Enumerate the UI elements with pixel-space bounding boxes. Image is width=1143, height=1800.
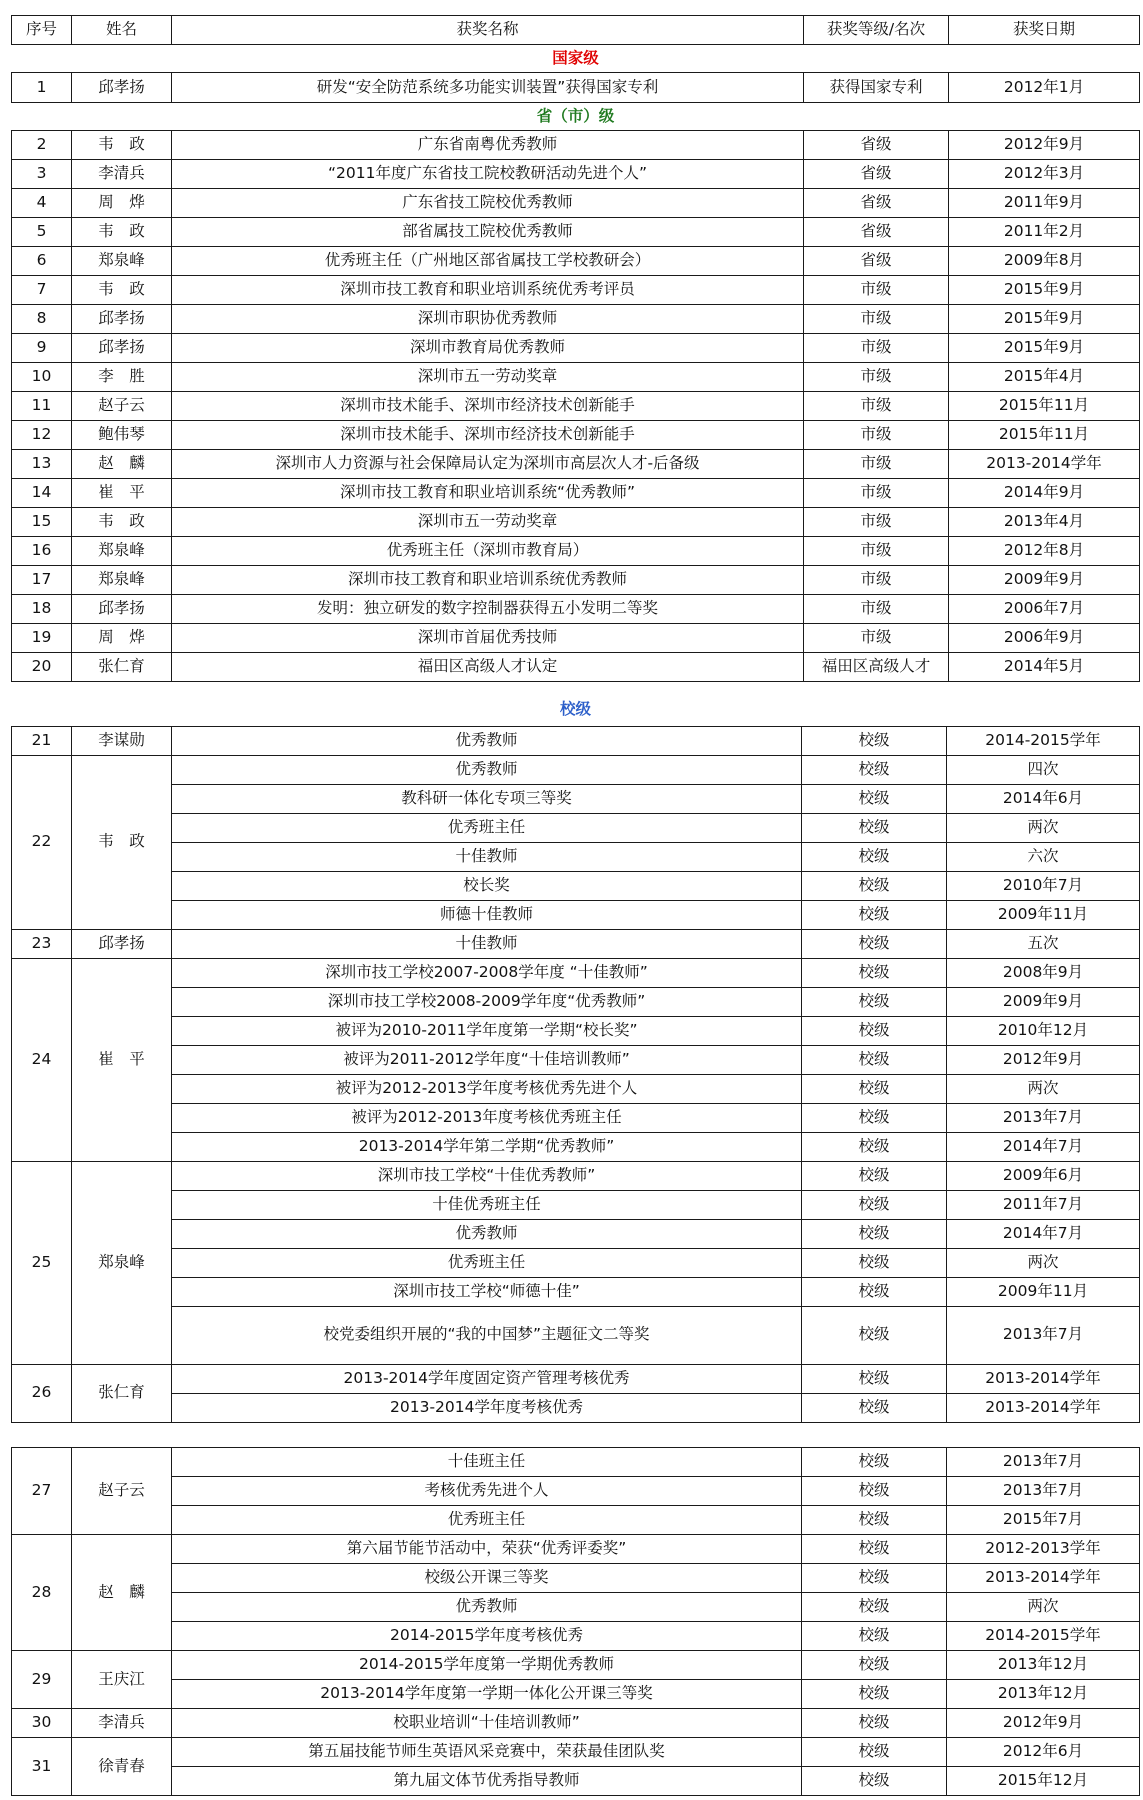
award-level: 校级 [802,987,947,1016]
person-name: 邱孝扬 [72,929,172,958]
section-provincial-row [12,103,1140,131]
row-number: 1 [12,73,72,103]
header-award: 获奖名称 [172,16,804,45]
person-name: 赵 麟 [72,450,172,479]
table-row [12,726,1140,755]
award-name: 十佳优秀班主任 [172,1190,802,1219]
person-name: 郑泉峰 [72,537,172,566]
table-row [12,73,1140,103]
award-name: 深圳市职协优秀教师 [172,305,804,334]
section-provincial-title: 省（市）级 [12,103,1140,131]
award-name: 第五届技能节师生英语风采竞赛中，荣获最佳团队奖 [172,1738,802,1767]
person-name: 鲍伟琴 [72,421,172,450]
award-date: 2006年9月 [949,624,1140,653]
row-number: 5 [12,218,72,247]
award-name: 2013-2014学年第二学期“优秀教师” [172,1132,802,1161]
award-level: 校级 [802,784,947,813]
award-name: 考核优秀先进个人 [172,1477,802,1506]
person-name: 郑泉峰 [72,566,172,595]
award-date: 2013年7月 [947,1103,1140,1132]
table-row [12,1074,1140,1103]
award-name: 十佳教师 [172,842,802,871]
table-row [12,1767,1140,1796]
awards-table-top [11,15,1140,682]
table-row [12,1103,1140,1132]
award-level: 省级 [804,160,949,189]
person-name: 赵子云 [72,1448,172,1535]
award-name: 优秀教师 [172,726,802,755]
table-header-row [12,16,1140,45]
person-name: 邱孝扬 [72,595,172,624]
award-date: 2012年3月 [949,160,1140,189]
table-row [12,1393,1140,1422]
award-name: 深圳市人力资源与社会保障局认定为深圳市高层次人才-后备级 [172,450,804,479]
award-level: 校级 [802,1306,947,1364]
award-date: 2012年6月 [947,1738,1140,1767]
award-name: 深圳市技工教育和职业培训系统“优秀教师” [172,479,804,508]
row-number: 9 [12,334,72,363]
table-row [12,900,1140,929]
award-level: 校级 [802,1448,947,1477]
row-number: 11 [12,392,72,421]
row-number: 28 [12,1535,72,1651]
award-date: 2014-2015学年 [947,1622,1140,1651]
award-date: 2014年7月 [947,1132,1140,1161]
award-name: 广东省南粤优秀教师 [172,131,804,160]
award-date: 2012年8月 [949,537,1140,566]
person-name: 韦 政 [72,276,172,305]
award-name: 深圳市教育局优秀教师 [172,334,804,363]
award-name: 优秀教师 [172,755,802,784]
person-name: 邱孝扬 [72,73,172,103]
award-name: 深圳市技工学校2007-2008学年度 “十佳教师” [172,958,802,987]
person-name: 李谋勋 [72,726,172,755]
award-name: 发明：独立研发的数字控制器获得五小发明二等奖 [172,595,804,624]
award-date: 2009年9月 [949,566,1140,595]
table-row [12,1045,1140,1074]
award-date: 2013年12月 [947,1651,1140,1680]
table-row [12,784,1140,813]
row-number: 6 [12,247,72,276]
row-number: 30 [12,1709,72,1738]
person-name: 崔 平 [72,479,172,508]
award-date: 五次 [947,929,1140,958]
person-name: 赵 麟 [72,1535,172,1651]
award-date: 2009年8月 [949,247,1140,276]
award-name: 部省属技工院校优秀教师 [172,218,804,247]
person-name: 韦 政 [72,755,172,929]
row-number: 19 [12,624,72,653]
table-row [12,537,1140,566]
table-row [12,1448,1140,1477]
table-row [12,479,1140,508]
award-name: 深圳市技工教育和职业培训系统优秀考评员 [172,276,804,305]
header-name: 姓名 [72,16,172,45]
award-date: 2013年7月 [947,1477,1140,1506]
person-name: 周 烨 [72,189,172,218]
award-date: 2015年9月 [949,276,1140,305]
award-name: 深圳市首届优秀技师 [172,624,804,653]
award-level: 校级 [802,1277,947,1306]
person-name: 李 胜 [72,363,172,392]
award-date: 2015年9月 [949,305,1140,334]
award-date: 2013年7月 [947,1306,1140,1364]
award-name: 第六届节能节活动中，荣获“优秀评委奖” [172,1535,802,1564]
table-row [12,508,1140,537]
award-date: 两次 [947,1593,1140,1622]
row-number: 25 [12,1161,72,1364]
award-level: 市级 [804,566,949,595]
award-level: 市级 [804,537,949,566]
award-date: 2013-2014学年 [947,1393,1140,1422]
awards-table-school [11,694,1140,1423]
award-level: 省级 [804,189,949,218]
person-name: 李清兵 [72,1709,172,1738]
award-name: 优秀班主任（广州地区部省属技工学校教研会） [172,247,804,276]
award-level: 省级 [804,218,949,247]
award-date: 2013年4月 [949,508,1140,537]
award-name: 深圳市五一劳动奖章 [172,508,804,537]
table-row [12,813,1140,842]
row-number: 8 [12,305,72,334]
award-name: 优秀班主任 [172,813,802,842]
award-name: 2013-2014学年度固定资产管理考核优秀 [172,1364,802,1393]
award-name: 2013-2014学年度考核优秀 [172,1393,802,1422]
award-level: 校级 [802,1738,947,1767]
award-name: 师德十佳教师 [172,900,802,929]
table-row [12,1219,1140,1248]
award-level: 校级 [802,1103,947,1132]
person-name: 韦 政 [72,218,172,247]
award-level: 市级 [804,624,949,653]
award-name: 第九届文体节优秀指导教师 [172,1767,802,1796]
award-level: 市级 [804,508,949,537]
award-name: 深圳市技工教育和职业培训系统优秀教师 [172,566,804,595]
table-row [12,334,1140,363]
award-level: 校级 [802,1651,947,1680]
table-row [12,871,1140,900]
award-name: 优秀班主任 [172,1248,802,1277]
award-level: 校级 [802,1393,947,1422]
award-name: 被评为2012-2013学年度考核优秀先进个人 [172,1074,802,1103]
table-row [12,1248,1140,1277]
table-row [12,1306,1140,1364]
table-row [12,842,1140,871]
award-date: 2015年4月 [949,363,1140,392]
award-level: 校级 [802,1161,947,1190]
person-name: 王庆江 [72,1651,172,1709]
table-row [12,1680,1140,1709]
award-name: 校党委组织开展的“我的中国梦”主题征文二等奖 [172,1306,802,1364]
award-name: 深圳市技工学校2008-2009学年度“优秀教师” [172,987,802,1016]
section-national-row [12,45,1140,73]
table-row [12,421,1140,450]
row-number: 7 [12,276,72,305]
table-row [12,1016,1140,1045]
row-number: 3 [12,160,72,189]
award-level: 市级 [804,421,949,450]
award-level: 校级 [802,1680,947,1709]
award-name: 优秀教师 [172,1219,802,1248]
award-date: 2009年9月 [947,987,1140,1016]
row-number: 26 [12,1364,72,1422]
table-row [12,1190,1140,1219]
table-row [12,305,1140,334]
award-name: 优秀班主任（深圳市教育局） [172,537,804,566]
award-level: 校级 [802,1219,947,1248]
award-level: 市级 [804,363,949,392]
table-row [12,1161,1140,1190]
award-level: 获得国家专利 [804,73,949,103]
table-row [12,755,1140,784]
award-level: 市级 [804,334,949,363]
award-level: 校级 [802,1248,947,1277]
award-name: 广东省技工院校优秀教师 [172,189,804,218]
person-name: 邱孝扬 [72,305,172,334]
row-number: 16 [12,537,72,566]
person-name: 张仁育 [72,653,172,682]
person-name: 崔 平 [72,958,172,1161]
table-row [12,1506,1140,1535]
award-level: 校级 [802,726,947,755]
award-name: 研发“安全防范系统多功能实训装置”获得国家专利 [172,73,804,103]
row-number: 17 [12,566,72,595]
row-number: 20 [12,653,72,682]
person-name: 郑泉峰 [72,247,172,276]
row-number: 4 [12,189,72,218]
award-name: 被评为2012-2013年度考核优秀班主任 [172,1103,802,1132]
award-name: 深圳市技术能手、深圳市经济技术创新能手 [172,392,804,421]
section-school-title: 校级 [12,694,1140,726]
award-level: 校级 [802,1132,947,1161]
award-date: 2014年6月 [947,784,1140,813]
award-name: 福田区高级人才认定 [172,653,804,682]
award-date: 2013-2014学年 [947,1364,1140,1393]
award-date: 2012年9月 [947,1045,1140,1074]
award-name: 校职业培训“十佳培训教师” [172,1709,802,1738]
row-number: 21 [12,726,72,755]
row-number: 22 [12,755,72,929]
award-level: 校级 [802,1364,947,1393]
section-school-row [12,694,1140,726]
award-level: 福田区高级人才 [804,653,949,682]
awards-table-school-continued [11,1447,1140,1796]
table-row [12,1564,1140,1593]
award-date: 2012-2013学年 [947,1535,1140,1564]
award-level: 省级 [804,247,949,276]
table-row [12,1738,1140,1767]
award-date: 2014年9月 [949,479,1140,508]
award-name: 2013-2014学年度第一学期一体化公开课三等奖 [172,1680,802,1709]
award-date: 2015年7月 [947,1506,1140,1535]
award-level: 校级 [802,1016,947,1045]
table-row [12,392,1140,421]
award-date: 2013年7月 [947,1448,1140,1477]
award-date: 四次 [947,755,1140,784]
award-name: 优秀教师 [172,1593,802,1622]
header-date: 获奖日期 [949,16,1140,45]
table-row [12,624,1140,653]
award-date: 2013-2014学年 [949,450,1140,479]
table-row [12,1132,1140,1161]
award-level: 校级 [802,1622,947,1651]
award-name: 校长奖 [172,871,802,900]
award-name: 十佳班主任 [172,1448,802,1477]
table-row [12,1477,1140,1506]
award-level: 市级 [804,450,949,479]
award-date: 2012年9月 [949,131,1140,160]
row-number: 27 [12,1448,72,1535]
award-level: 校级 [802,900,947,929]
award-level: 校级 [802,958,947,987]
person-name: 邱孝扬 [72,334,172,363]
person-name: 张仁育 [72,1364,172,1422]
table-row [12,1651,1140,1680]
award-date: 2014-2015学年 [947,726,1140,755]
award-date: 2011年9月 [949,189,1140,218]
row-number: 10 [12,363,72,392]
table-row [12,1622,1140,1651]
person-name: 赵子云 [72,392,172,421]
award-name: 2014-2015学年度考核优秀 [172,1622,802,1651]
award-date: 2008年9月 [947,958,1140,987]
award-name: 优秀班主任 [172,1506,802,1535]
person-name: 周 烨 [72,624,172,653]
award-name: 被评为2010-2011学年度第一学期“校长奖” [172,1016,802,1045]
award-level: 校级 [802,929,947,958]
award-name: 十佳教师 [172,929,802,958]
table-row [12,1593,1140,1622]
award-date: 2015年9月 [949,334,1140,363]
award-date: 两次 [947,813,1140,842]
table-row [12,566,1140,595]
award-name: 深圳市技工学校“十佳优秀教师” [172,1161,802,1190]
award-date: 六次 [947,842,1140,871]
section-national-title: 国家级 [12,45,1140,73]
award-name: “2011年度广东省技工院校教研活动先进个人” [172,160,804,189]
award-name: 深圳市技工学校“师德十佳” [172,1277,802,1306]
row-number: 14 [12,479,72,508]
award-date: 2014年5月 [949,653,1140,682]
row-number: 23 [12,929,72,958]
row-number: 2 [12,131,72,160]
row-number: 18 [12,595,72,624]
person-name: 李清兵 [72,160,172,189]
award-level: 校级 [802,1593,947,1622]
table-row [12,218,1140,247]
table-row [12,987,1140,1016]
award-level: 市级 [804,392,949,421]
award-level: 校级 [802,1074,947,1103]
table-row [12,160,1140,189]
row-number: 15 [12,508,72,537]
award-date: 2009年11月 [947,900,1140,929]
table-row [12,1364,1140,1393]
award-date: 2010年12月 [947,1016,1140,1045]
award-level: 校级 [802,1045,947,1074]
table-row [12,595,1140,624]
award-date: 2009年11月 [947,1277,1140,1306]
table-row [12,929,1140,958]
table-row [12,363,1140,392]
row-number: 29 [12,1651,72,1709]
award-level: 市级 [804,276,949,305]
person-name: 韦 政 [72,131,172,160]
award-date: 2015年11月 [949,421,1140,450]
table-row [12,653,1140,682]
row-number: 24 [12,958,72,1161]
award-level: 省级 [804,131,949,160]
award-date: 2015年11月 [949,392,1140,421]
row-number: 31 [12,1738,72,1796]
table-row [12,276,1140,305]
award-name: 被评为2011-2012学年度“十佳培训教师” [172,1045,802,1074]
award-level: 校级 [802,871,947,900]
table-row [12,1277,1140,1306]
header-no: 序号 [12,16,72,45]
award-date: 2010年7月 [947,871,1140,900]
award-level: 校级 [802,813,947,842]
award-name: 深圳市五一劳动奖章 [172,363,804,392]
award-date: 2014年7月 [947,1219,1140,1248]
table-row [12,958,1140,987]
award-date: 2013-2014学年 [947,1564,1140,1593]
award-level: 校级 [802,842,947,871]
award-level: 校级 [802,1564,947,1593]
award-date: 2011年2月 [949,218,1140,247]
award-level: 校级 [802,1709,947,1738]
table-row [12,189,1140,218]
award-level: 校级 [802,1506,947,1535]
award-date: 2012年1月 [949,73,1140,103]
person-name: 郑泉峰 [72,1161,172,1364]
award-date: 两次 [947,1074,1140,1103]
table-row [12,247,1140,276]
table-row [12,450,1140,479]
award-date: 2012年9月 [947,1709,1140,1738]
row-number: 12 [12,421,72,450]
award-level: 校级 [802,1477,947,1506]
award-name: 2014-2015学年度第一学期优秀教师 [172,1651,802,1680]
person-name: 韦 政 [72,508,172,537]
award-level: 市级 [804,479,949,508]
header-level: 获奖等级/名次 [804,16,949,45]
table-row [12,131,1140,160]
award-date: 2006年7月 [949,595,1140,624]
award-level: 校级 [802,1190,947,1219]
award-level: 校级 [802,1767,947,1796]
award-level: 校级 [802,755,947,784]
award-date: 2015年12月 [947,1767,1140,1796]
award-date: 2009年6月 [947,1161,1140,1190]
award-level: 市级 [804,305,949,334]
award-date: 2013年12月 [947,1680,1140,1709]
award-name: 教科研一体化专项三等奖 [172,784,802,813]
award-date: 两次 [947,1248,1140,1277]
award-name: 校级公开课三等奖 [172,1564,802,1593]
table-row [12,1535,1140,1564]
award-name: 深圳市技术能手、深圳市经济技术创新能手 [172,421,804,450]
person-name: 徐青春 [72,1738,172,1796]
award-level: 市级 [804,595,949,624]
award-level: 校级 [802,1535,947,1564]
table-row [12,1709,1140,1738]
row-number: 13 [12,450,72,479]
award-date: 2011年7月 [947,1190,1140,1219]
